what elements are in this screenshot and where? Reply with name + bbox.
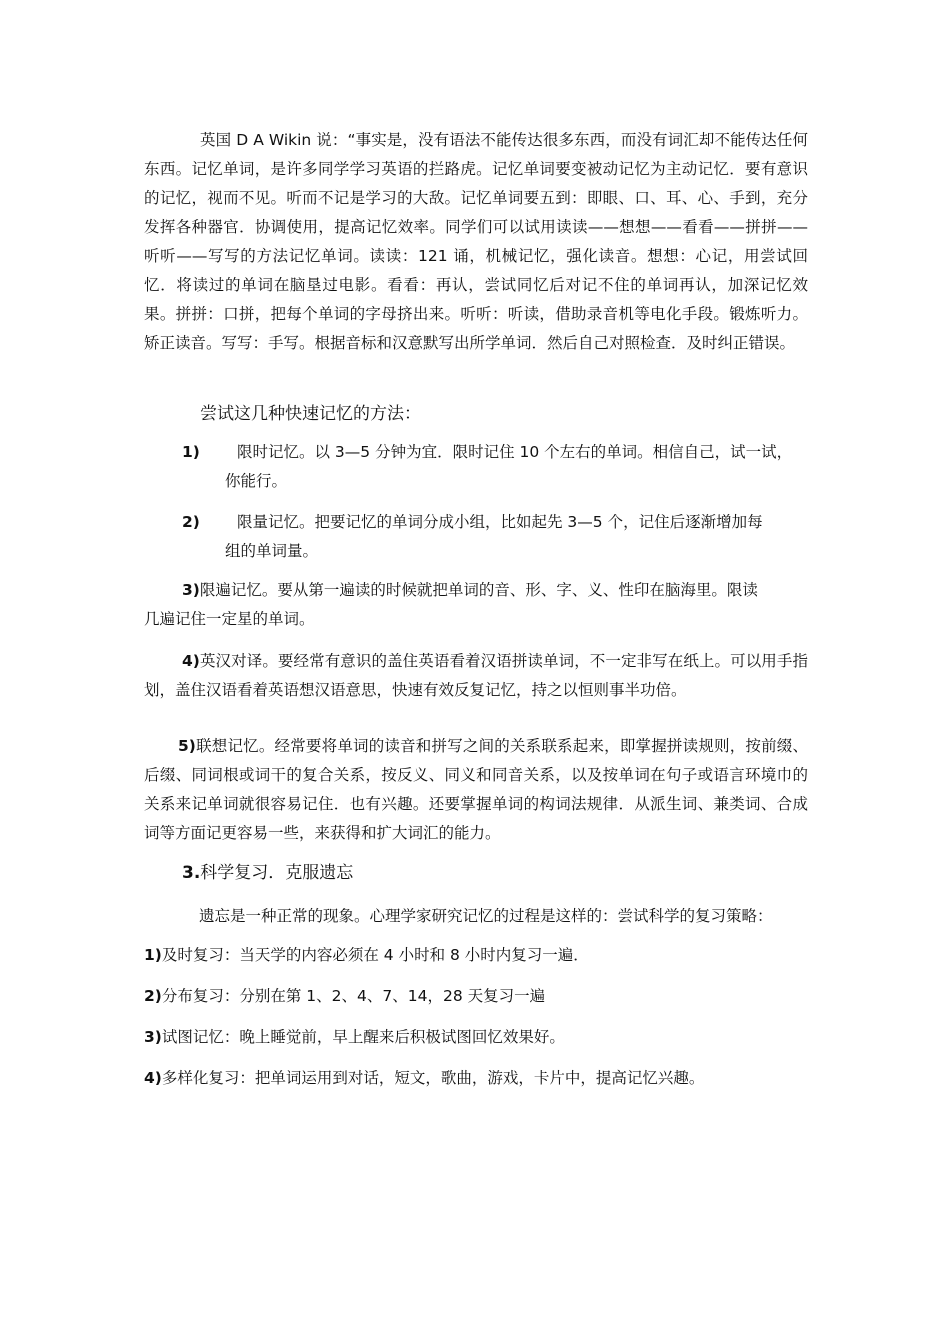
review-number: 4) xyxy=(144,1069,162,1087)
section-heading xyxy=(182,859,353,887)
method-number: 2) xyxy=(182,513,200,531)
method-text: 联想记忆。经常要将单词的读音和拼写之间的关系联系起来，即掌握拼读规则，按前缀、后缀、同词根或词干的复合关系，按反义、同义和同音关系，以及按单词在句子或语言环境巾的关系来记单词就很容易记住．也有兴趣。还要掌握单词的构词法规律．从派生词、兼类词、合成词等方面记更容易一些，来获得和扩大词汇的能力。 xyxy=(144,737,808,842)
method-text-first: 限遍记忆。要从第一遍读的时候就把单词的音、形、字、义、性印在脑海里。限读 xyxy=(199,581,758,599)
review-item-3 xyxy=(144,1023,565,1051)
section-title: 科学复习．克服遗忘 xyxy=(200,863,354,883)
review-number: 2) xyxy=(144,987,162,1005)
method-item-2 xyxy=(182,508,822,566)
method-text-line1: 限时记忆。以 3—5 分钟为宜．限时记住 10 个左右的单词。相信自己，试一试， xyxy=(237,443,793,461)
review-text: 及时复习：当天学的内容必须在 4 小时和 8 小时内复习一遍． xyxy=(161,946,589,964)
method-number: 3) xyxy=(182,581,200,599)
review-item-1 xyxy=(144,941,589,969)
review-text: 分布复习：分别在第 1、2、4、7、14，28 天复习一遍 xyxy=(161,987,546,1005)
review-item-4 xyxy=(144,1064,704,1092)
method-text-line1: 限量记忆。把要记忆的单词分成小组，比如起先 3—5 个，记住后逐渐增加每 xyxy=(237,513,763,531)
method-item-3 xyxy=(144,576,846,634)
method-text: 英汉对译。要经常有意识的盖住英语看着汉语拼读单词，不一定非写在纸上。可以用手指划，盖住汉语看着英语想汉语意思，快速有效反复记忆，持之以恒则事半功倍。 xyxy=(144,652,808,699)
method-number: 5) xyxy=(178,737,196,755)
method-number: 4) xyxy=(182,652,200,670)
method-item-1 xyxy=(182,438,822,496)
review-number: 1) xyxy=(144,946,162,964)
method-text-rest: 几遍记住一定星的单词。 xyxy=(144,610,315,628)
methods-heading: 尝试这几种快速记忆的方法： xyxy=(200,404,421,424)
method-number: 1) xyxy=(182,443,200,461)
review-item-2 xyxy=(144,982,545,1010)
review-number: 3) xyxy=(144,1028,162,1046)
review-text: 多样化复习：把单词运用到对话，短文，歌曲，游戏，卡片中，提高记忆兴趣。 xyxy=(161,1069,705,1087)
section-number: 3. xyxy=(182,863,201,883)
intro-paragraph: 英国 D A Wikin 说：“事实是，没有语法不能传达很多东西，而没有词汇却不能传达任何东西。记忆单词，是许多同学学习英语的拦路虎。记忆单词要变被动记忆为主动记忆．要有意识的记忆，视而不见。听而不记是学习的大敌。记忆单词要五到：即眼、口、耳、心、手到，充分发挥各种器官．协调使用，提高记忆效率。同学们可以试用读读——想想——看看——拼拼——听听——写写的方法记忆单词。读读：121 诵，机械记忆，强化读音。想想：心记，用尝试回忆．将读过的单词在脑垦过电影。看看：再认，尝试同忆后对记不住的单词再认，加深记忆效果。拼拼：口拼，把每个单词的字母挤出来。听听：听读，借助录音机等电化手段。锻炼听力。矫正读音。写写：手写。根据音标和汉意默写出所学单词．然后自己对照检查．及时纠正错误。 xyxy=(144,131,808,352)
method-text-line2: 你能行。 xyxy=(225,472,288,490)
method-text-line2: 组的单词量。 xyxy=(225,542,319,560)
review-intro-paragraph: 遗忘是一种正常的现象。心理学家研究记忆的过程是这样的：尝试科学的复习策略： xyxy=(199,907,773,925)
method-item-4 xyxy=(144,647,808,705)
method-item-5 xyxy=(144,732,808,848)
review-text: 试图记忆：晚上睡觉前，早上醒来后积极试图回忆效果好。 xyxy=(161,1028,565,1046)
